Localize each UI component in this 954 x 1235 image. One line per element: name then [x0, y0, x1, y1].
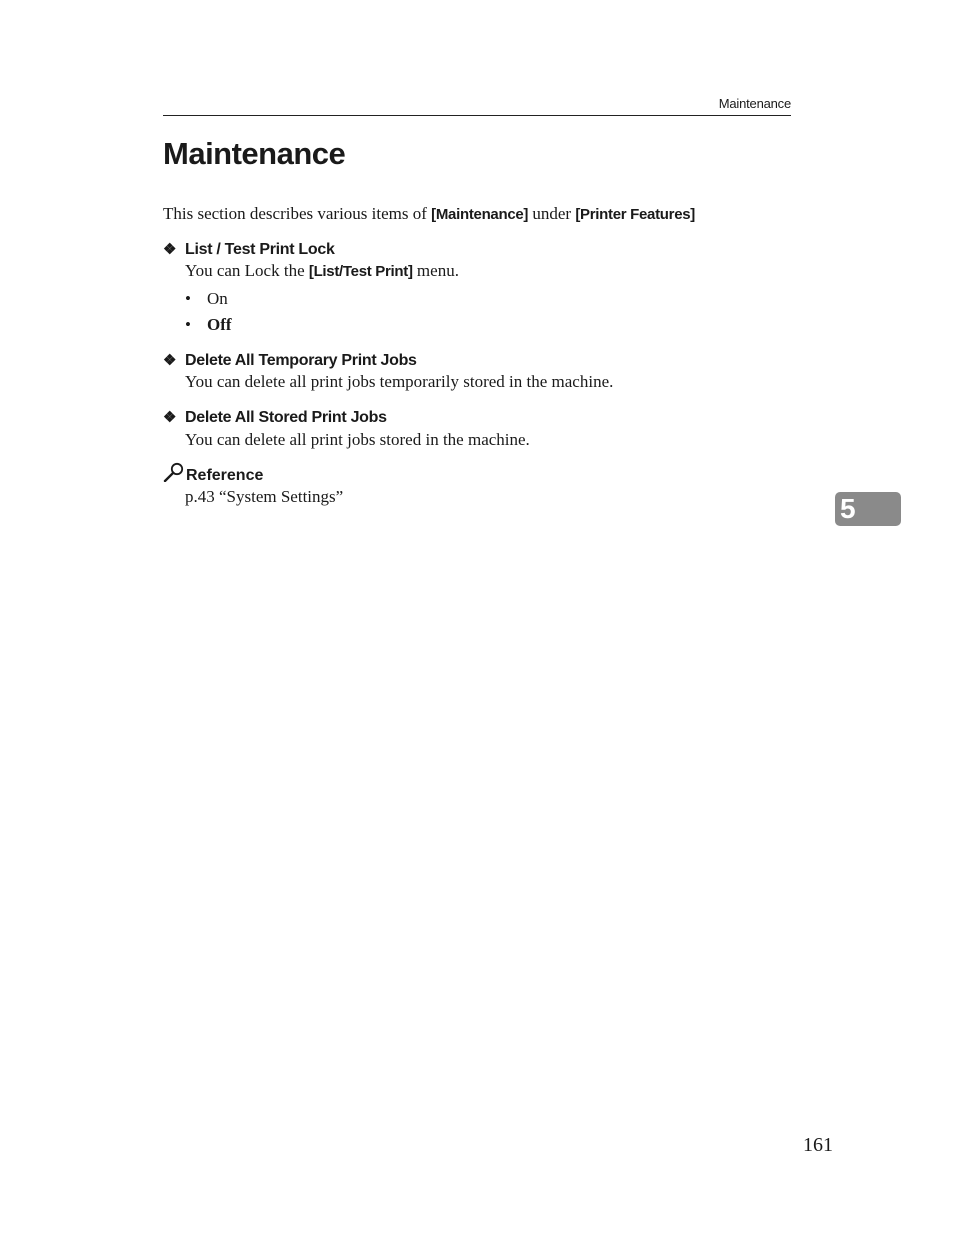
printer-features-key: [Printer Features]: [575, 206, 695, 223]
diamond-bullet-icon: ❖: [163, 409, 177, 426]
diamond-bullet-icon: ❖: [163, 241, 177, 258]
item-heading-label: List / Test Print Lock: [185, 241, 335, 258]
option-item-default: [185, 312, 232, 338]
item-heading-label: Delete All Stored Print Jobs: [185, 409, 387, 426]
option-list: [185, 286, 232, 338]
diamond-bullet-icon: ❖: [163, 352, 177, 369]
item-description: [185, 261, 459, 281]
list-test-print-key: [List/Test Print]: [308, 263, 413, 280]
magnifier-icon: [163, 462, 185, 482]
option-label: On: [207, 289, 228, 308]
description-text: menu.: [412, 261, 459, 280]
header-rule: [163, 115, 791, 116]
intro-text: This section describes various items of: [163, 204, 432, 223]
chapter-number: 5: [840, 493, 856, 524]
item-heading-delete-stored-jobs: [163, 408, 387, 427]
item-description: You can delete all print jobs temporarily stored in the machine.: [185, 372, 614, 391]
description-text: You can Lock the: [185, 261, 309, 280]
maintenance-key: [Maintenance]: [431, 206, 529, 223]
intro-text: under: [528, 204, 576, 223]
reference-label: Reference: [186, 467, 264, 484]
page-number: 161: [803, 1134, 833, 1156]
reference-heading: [163, 462, 263, 485]
bullet-icon: •: [185, 289, 191, 308]
option-item: [185, 286, 232, 312]
item-description: You can delete all print jobs stored in the machine.: [185, 430, 530, 449]
running-header: Maintenance: [718, 96, 791, 111]
intro-paragraph: [163, 204, 695, 224]
item-heading-list-test-print-lock: [163, 240, 335, 259]
page-title: Maintenance: [163, 136, 346, 171]
item-heading-label: Delete All Temporary Print Jobs: [185, 352, 417, 369]
bullet-icon: •: [185, 315, 191, 334]
reference-link-text: p.43 “System Settings”: [185, 487, 344, 506]
chapter-tab: [835, 492, 901, 526]
option-label-default: Off: [207, 315, 232, 334]
item-heading-delete-temporary-jobs: [163, 351, 417, 370]
